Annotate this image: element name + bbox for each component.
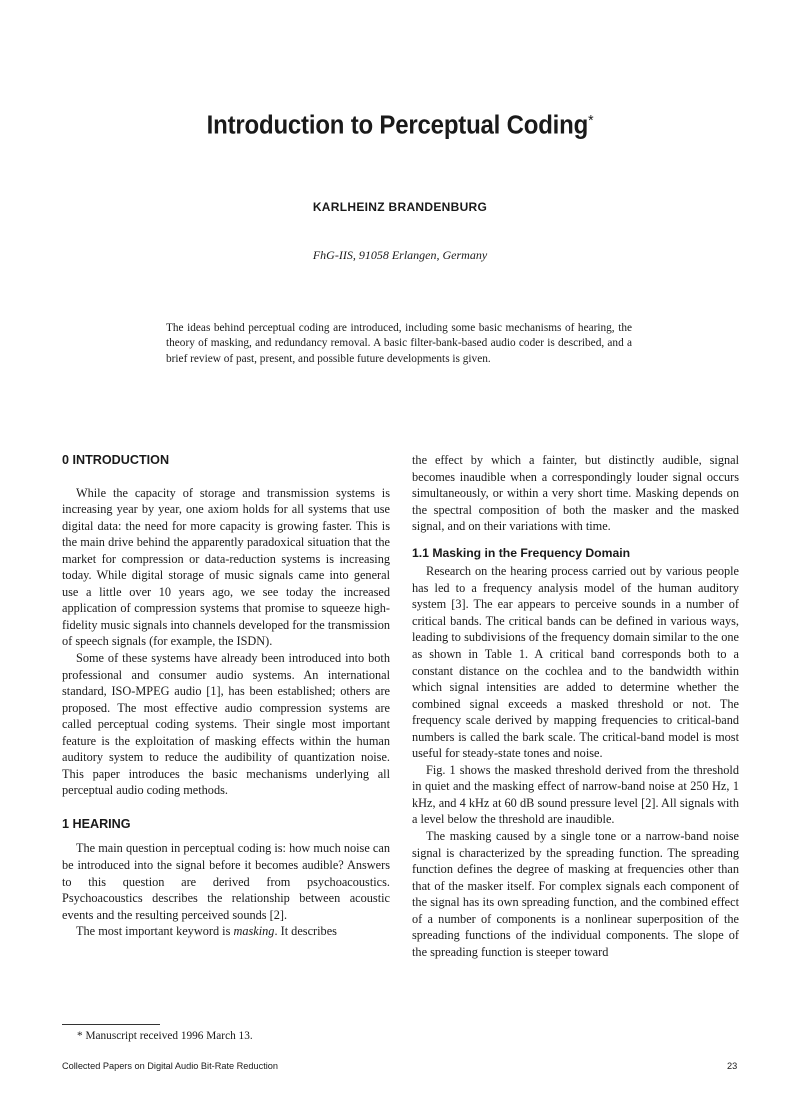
title-footnote-mark: * [588,110,594,129]
hearing-paragraph-1: The main question in perceptual coding is: how much noise can be introduced into the signal before it becomes audible? Answers to this question are derived from psychoacoustics. Psychoacoustics describes the relationship between acoustic events and the resulting perceived sounds [2]. [62,841,390,922]
title-text: Introduction to Perceptual Coding [206,110,589,141]
masking-paragraph-1: Research on the hearing process carried out by various people has led to a frequency analysis model of the human auditory system [3]. The ear appears to perceive sounds in a number of critical bands. The critical bands can be defined in various ways, leading to subdivisions of the frequency domain similar to the one as shown in Table 1. A critical band corresponds both to a constant distance on the cochlea and to the bandwidth within which signal intensities are added to determine whether the combined signal exceeds a masked threshold or not. The frequency scale derived by mapping frequencies to critical-band numbers is called the bark scale. The critical-band model is most useful for steady-state tones and noise. [412,564,739,761]
masking-paragraph-2: Fig. 1 shows the masked threshold derived from the threshold in quiet and the masking effect of narrow-band noise at 250 Hz, 1 kHz, and 4 kHz at 60 dB sound pressure level [2]. All signals with a level below the threshold are inaudible. [412,762,739,827]
intro-paragraph-1: While the capacity of storage and transmission systems is increasing year by year, one axiom holds for all systems that use digital data: the need for more capacity is growing faster. This is the main drive behind the apparently paradoxical situation that the market for compression or data-reduction systems is increasing today. While digital storage of music signals came into general use a little over 10 years ago, we see today the increased application of compression systems that promise to squeeze high-fidelity music signals into channels developed for the transmission of speech signals (for example, the ISDN). [62,485,390,649]
left-column [62,452,390,940]
hearing-paragraph-2-continued: the effect by which a fainter, but distinctly audible, signal becomes inaudible when a correspondingly louder signal occurs simultaneously, or within a very short time. Masking depends on the spectral composition of both the masker and the masked signal, and on their variations with time. [412,453,739,534]
footer-publication: Collected Papers on Digital Audio Bit-Rate Reduction [62,1061,279,1071]
hearing-p2-emphasis: masking [233,924,275,939]
masking-paragraph-3: The masking caused by a single tone or a narrow-band noise signal is characterized by the spreading function. The spreading function defines the degree of masking at frequencies other than that of the masker itself. For complex signals each component of the signal has its own spreading function, and the combined effect of a number of components is a nonlinear superposition of the spreading functions of the individual components. The slope of the spreading function is steeper toward [412,829,739,959]
hearing-paragraph-2 [62,923,390,940]
author-affiliation: FhG-IIS, 91058 Erlangen, Germany [312,248,488,262]
subsection-heading-masking-frequency: 1.1 Masking in the Frequency Domain [412,545,631,560]
hearing-p2-text-b: . It describes [274,924,337,939]
author-name: KARLHEINZ BRANDENBURG [312,200,488,214]
right-column [412,452,739,960]
page-number: 23 [727,1061,738,1071]
abstract: The ideas behind perceptual coding are introduced, including some basic mechanisms of hearing, the theory of masking, and redundancy removal. A basic filter-bank-based audio coder is described, and a brief review of past, present, and possible future developments is given. [166,322,632,365]
intro-paragraph-2: Some of these systems have already been introduced into both professional and consumer audio systems. An international standard, ISO-MPEG audio [1], has been established; others are proposed. The most effective audio compression systems are called perceptual coding systems. Their single most important feature is the exploitation of masking effects within the human auditory system to reduce the audibility of quantization noise. This paper introduces the basic mechanisms underlying all perceptual audio coding methods. [62,651,390,798]
footnote: * Manuscript received 1996 March 13. [77,1030,253,1042]
paper-title [0,111,800,141]
footnote-divider [62,1024,160,1025]
section-heading-hearing: 1 HEARING [62,816,131,831]
section-heading-introduction: 0 INTRODUCTION [62,453,170,467]
hearing-p2-text-a: The most important keyword is [76,924,234,939]
